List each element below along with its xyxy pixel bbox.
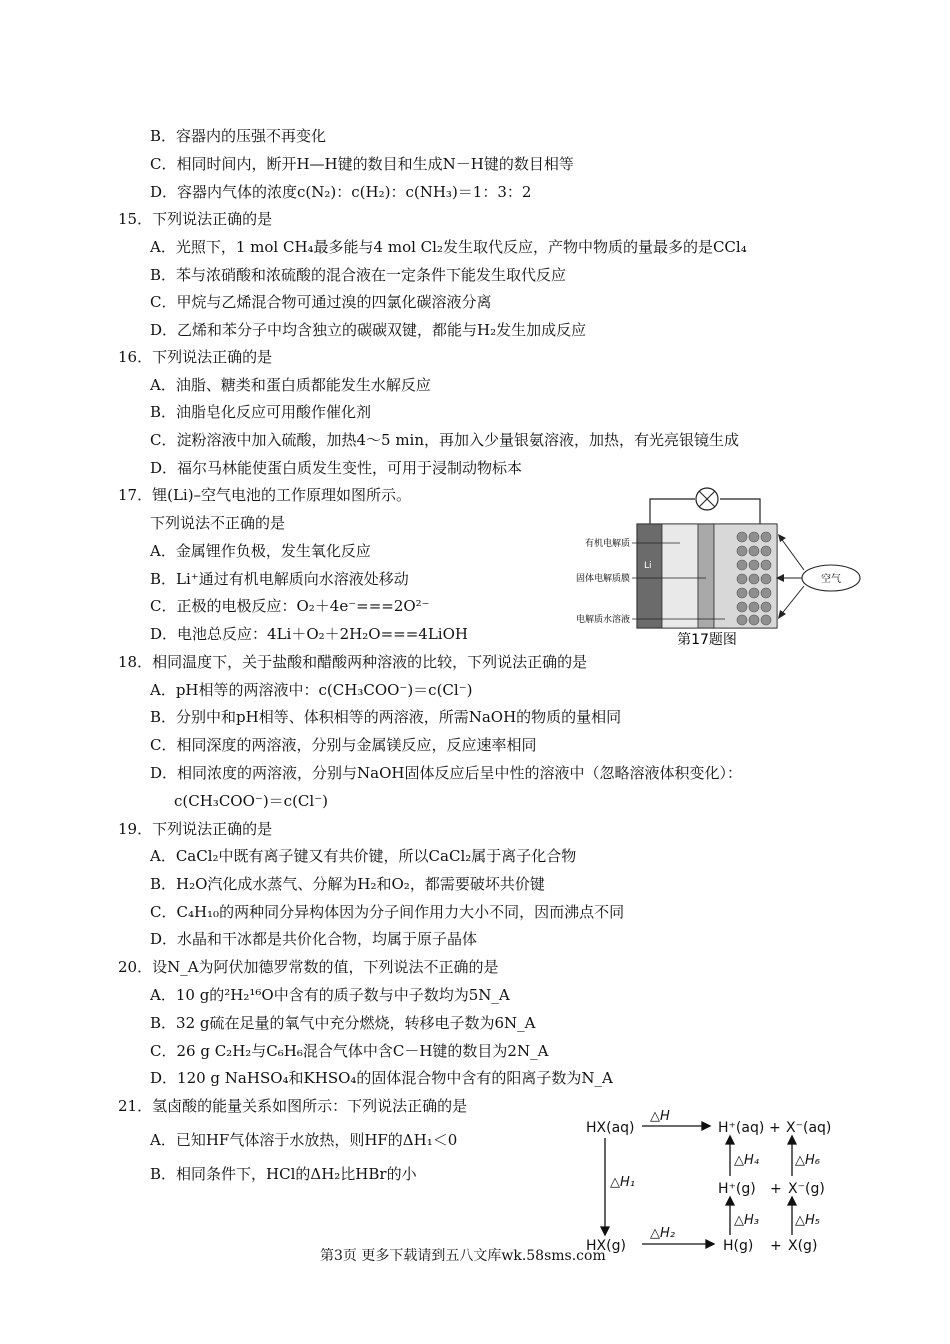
xminus-aq-label: X⁻(aq) bbox=[786, 1120, 832, 1136]
h-g-label: H(g) bbox=[723, 1238, 754, 1254]
battery-diagram bbox=[560, 482, 870, 652]
q19-option-a: A．CaCl₂中既有离子键又有共价键，所以CaCl₂属于离子化合物 bbox=[150, 847, 577, 865]
q15-option-c: C．甲烷与乙烯混合物可通过溴的四氯化碳溶液分离 bbox=[150, 293, 492, 311]
dh6-label: △H₆ bbox=[795, 1153, 820, 1168]
q17-stem-2: 下列说法不正确的是 bbox=[150, 514, 286, 532]
page-footer: 第3页 更多下载请到五八文库wk.58sms.com bbox=[320, 1248, 606, 1264]
q18-stem: 18．相同温度下，关于盐酸和醋酸两种溶液的比较，下列说法正确的是 bbox=[118, 653, 588, 671]
q16-option-d: D．福尔马林能使蛋白质发生变性，可用于浸制动物标本 bbox=[150, 459, 523, 477]
q19-option-c: C．C₄H₁₀的两种同分异构体因为分子间作用力大小不同，因而沸点不同 bbox=[150, 903, 625, 921]
q17-stem: 17．锂(Li)–空气电池的工作原理如图所示。 bbox=[118, 486, 412, 504]
plus-sign: + bbox=[769, 1120, 781, 1136]
q18-option-b: B．分别中和pH相等、体积相等的两溶液，所需NaOH的物质的量相同 bbox=[150, 708, 622, 726]
q20-option-a: A．10 g的²H₂¹⁶O中含有的质子数与中子数均为5N_A bbox=[150, 986, 510, 1004]
q16-option-c: C．淀粉溶液中加入硫酸，加热4～5 min，再加入少量银氨溶液，加热，有光亮银镜生成 bbox=[150, 431, 740, 449]
q21-option-a: A．已知HF气体溶于水放热，则HF的ΔH₁＜0 bbox=[150, 1131, 458, 1149]
q14-option-c: C．相同时间内，断开H—H键的数目和生成N－H键的数目相等 bbox=[150, 155, 574, 173]
q20-option-b: B．32 g硫在足量的氧气中充分燃烧，转移电子数为6N_A bbox=[150, 1014, 536, 1032]
q15-option-a: A．光照下，1 mol CH₄最多能与4 mol Cl₂发生取代反应，产物中物质的量最多的是CCl₄ bbox=[150, 238, 747, 256]
hplus-g-label: H⁺(g) bbox=[718, 1181, 756, 1197]
q21-option-b: B．相同条件下，HCl的ΔH₂比HBr的小 bbox=[150, 1165, 417, 1183]
hx-g-label: HX(g) bbox=[586, 1238, 626, 1254]
air-label: 空气 bbox=[821, 574, 841, 585]
q19-stem: 19．下列说法正确的是 bbox=[118, 820, 273, 838]
aqueous-electrolyte-label: 电解质水溶液 bbox=[575, 615, 630, 625]
dh3-label: △H₃ bbox=[734, 1213, 759, 1228]
q20-option-d: D．120 g NaHSO₄和KHSO₄的固体混合物中含有的阳离子数为N_A bbox=[150, 1069, 613, 1087]
q19-option-b: B．H₂O汽化成水蒸气、分解为H₂和O₂，都需要破坏共价键 bbox=[150, 875, 545, 893]
q20-option-c: C．26 g C₂H₂与C₆H₆混合气体中含C－H键的数目为2N_A bbox=[150, 1042, 549, 1060]
dh-label: △H bbox=[650, 1109, 670, 1124]
q14-option-b: B．容器内的压强不再变化 bbox=[150, 127, 327, 145]
q16-stem: 16．下列说法正确的是 bbox=[118, 348, 273, 366]
q17-option-c: C．正极的电极反应：O₂＋4e⁻===2O²⁻ bbox=[150, 597, 430, 615]
dh5-label: △H₅ bbox=[795, 1213, 820, 1228]
q15-stem: 15．下列说法正确的是 bbox=[118, 210, 273, 228]
plus-sign: + bbox=[770, 1238, 782, 1254]
q21-stem: 21．氢卤酸的能量关系如图所示：下列说法正确的是 bbox=[118, 1097, 468, 1115]
x-g-label: X(g) bbox=[788, 1238, 818, 1254]
hx-aq-label: HX(aq) bbox=[586, 1120, 635, 1136]
q17-option-a: A．金属锂作负极，发生氧化反应 bbox=[150, 542, 371, 560]
figure17-caption: 第17题图 bbox=[677, 632, 737, 648]
organic-electrolyte-label: 有机电解质 bbox=[584, 539, 630, 549]
q18-option-d-cont: c(CH₃COO⁻)＝c(Cl⁻) bbox=[174, 792, 328, 810]
q14-option-d: D．容器内气体的浓度c(N₂)：c(H₂)：c(NH₃)＝1：3：2 bbox=[150, 183, 532, 201]
q17-option-b: B．Li⁺通过有机电解质向水溶液处移动 bbox=[150, 570, 409, 588]
q18-option-c: C．相同深度的两溶液，分别与金属镁反应，反应速率相同 bbox=[150, 736, 537, 754]
hplus-aq-label: H⁺(aq) bbox=[718, 1120, 765, 1136]
energy-cycle-diagram bbox=[580, 1100, 850, 1260]
q18-option-a: A．pH相等的两溶液中：c(CH₃COO⁻)＝c(Cl⁻) bbox=[150, 681, 473, 699]
q16-option-b: B．油脂皂化反应可用酸作催化剂 bbox=[150, 403, 372, 421]
xminus-g-label: X⁻(g) bbox=[788, 1181, 825, 1197]
dh4-label: △H₄ bbox=[734, 1153, 759, 1168]
q18-option-d: D．相同浓度的两溶液，分别与NaOH固体反应后呈中性的溶液中（忽略溶液体积变化）： bbox=[150, 764, 742, 782]
plus-sign: + bbox=[770, 1181, 782, 1197]
dh1-label: △H₁ bbox=[610, 1175, 635, 1190]
q20-stem: 20．设N_A为阿伏加德罗常数的值，下列说法不正确的是 bbox=[118, 958, 499, 976]
solid-membrane-label: 固体电解质膜 bbox=[575, 574, 630, 584]
q19-option-d: D．水晶和干冰都是共价化合物，均属于原子晶体 bbox=[150, 930, 478, 948]
q15-option-d: D．乙烯和苯分子中均含独立的碳碳双键，都能与H₂发生加成反应 bbox=[150, 321, 587, 339]
dh2-label: △H₂ bbox=[650, 1226, 675, 1241]
q17-option-d: D．电池总反应：4Li＋O₂＋2H₂O===4LiOH bbox=[150, 625, 468, 643]
q15-option-b: B．苯与浓硝酸和浓硫酸的混合液在一定条件下能发生取代反应 bbox=[150, 266, 567, 284]
li-label: Li bbox=[644, 561, 652, 571]
q16-option-a: A．油脂、糖类和蛋白质都能发生水解反应 bbox=[150, 376, 431, 394]
